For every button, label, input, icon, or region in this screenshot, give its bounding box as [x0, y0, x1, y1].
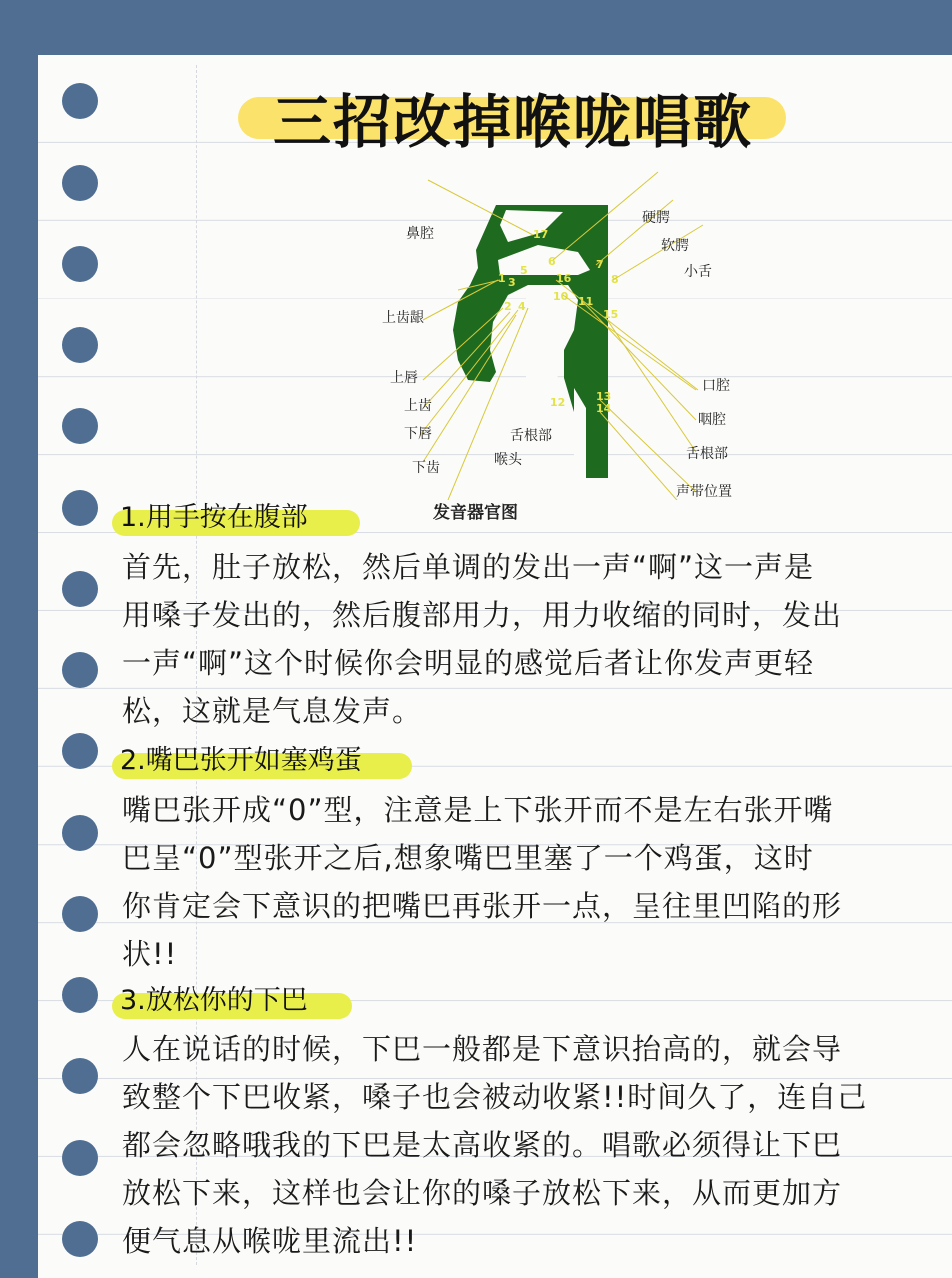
binder-hole	[62, 1140, 98, 1176]
svg-text:7: 7	[596, 258, 604, 271]
section-1-heading: 1.用手按在腹部	[118, 498, 308, 538]
binder-hole	[62, 896, 98, 932]
page-title: 三招改掉喉咙唱歌	[272, 88, 753, 156]
text-line: 巴呈“0”型张开之后,想象嘴巴里塞了一个鸡蛋，这时	[122, 841, 814, 875]
binder-hole	[62, 1221, 98, 1257]
binder-hole	[62, 408, 98, 444]
svg-text:13: 13	[596, 390, 612, 403]
label-uvula: 小舌	[684, 264, 712, 280]
label-lower-teeth: 下齿	[412, 460, 440, 476]
notebook-paper	[38, 55, 952, 1278]
svg-text:17: 17	[533, 228, 549, 241]
label-upper-teeth: 上齿	[404, 398, 432, 414]
label-upper-lip: 上唇	[390, 370, 418, 386]
text-line: 用嗓子发出的，然后腹部用力，用力收缩的同时，发出	[122, 598, 843, 632]
diagram-caption: 发音器官图	[433, 503, 518, 523]
binder-hole	[62, 571, 98, 607]
speech-organ-diagram	[328, 150, 758, 500]
svg-text:14: 14	[596, 402, 612, 415]
text-line: 嘴巴张开成“0”型，注意是上下张开而不是左右张开嘴	[122, 793, 834, 827]
text-line: 状!!	[122, 937, 178, 971]
binder-hole	[62, 490, 98, 526]
svg-text:16: 16	[556, 272, 572, 285]
svg-text:8: 8	[611, 273, 619, 286]
binder-hole	[62, 83, 98, 119]
binder-hole	[62, 733, 98, 769]
text-line: 人在说话的时候，下巴一般都是下意识抬高的，就会导	[122, 1032, 843, 1066]
label-hard-palate: 硬腭	[642, 210, 670, 226]
section-2-body	[122, 786, 922, 978]
label-oral-cavity: 口腔	[702, 378, 730, 394]
label-soft-palate: 软腭	[661, 238, 689, 254]
text-line: 一声“啊”这个时候你会明显的感觉后者让你发声更轻	[122, 646, 815, 680]
label-epiglottis: 舌根部	[686, 446, 728, 462]
binder-hole	[62, 815, 98, 851]
text-line: 致整个下巴收紧，嗓子也会被动收紧!!时间久了，连自己	[122, 1080, 868, 1114]
svg-text:1: 1	[498, 272, 506, 285]
section-1-body	[122, 543, 922, 735]
svg-text:6: 6	[548, 255, 556, 268]
label-pharynx: 咽腔	[698, 412, 726, 428]
label-lower-lip: 下唇	[404, 426, 432, 442]
svg-text:12: 12	[550, 396, 566, 409]
svg-text:4: 4	[518, 300, 526, 313]
svg-text:2: 2	[504, 300, 512, 313]
svg-text:10: 10	[553, 290, 569, 303]
text-line: 你肯定会下意识的把嘴巴再张开一点，呈往里凹陷的形	[122, 889, 843, 923]
section-3-heading: 3.放松你的下巴	[118, 981, 308, 1021]
svg-text:11: 11	[578, 295, 594, 308]
text-line: 便气息从喉咙里流出!!	[122, 1224, 418, 1258]
binder-hole	[62, 246, 98, 282]
label-nasal-cavity: 鼻腔	[406, 226, 434, 242]
binder-hole	[62, 652, 98, 688]
label-upper-gum: 上齿龈	[382, 310, 424, 326]
section-3-body	[122, 1025, 922, 1265]
label-tongue-root: 舌根部	[510, 428, 552, 444]
label-larynx: 喉头	[494, 452, 522, 468]
text-line: 都会忽略哦我的下巴是太高收紧的。唱歌必须得让下巴	[122, 1128, 843, 1162]
svg-text:5: 5	[520, 264, 528, 277]
binder-hole	[62, 977, 98, 1013]
section-2-heading: 2.嘴巴张开如塞鸡蛋	[118, 741, 362, 781]
svg-text:3: 3	[508, 276, 516, 289]
text-line: 松，这就是气息发声。	[122, 694, 423, 728]
text-line: 放松下来，这样也会让你的嗓子放松下来，从而更加方	[122, 1176, 843, 1210]
text-line: 首先，肚子放松，然后单调的发出一声“啊”这一声是	[122, 550, 815, 584]
svg-text:15: 15	[603, 308, 619, 321]
binder-hole	[62, 327, 98, 363]
binder-hole	[62, 1058, 98, 1094]
title-block	[238, 75, 788, 156]
label-vocal-position: 声带位置	[676, 484, 732, 500]
binder-hole	[62, 165, 98, 201]
